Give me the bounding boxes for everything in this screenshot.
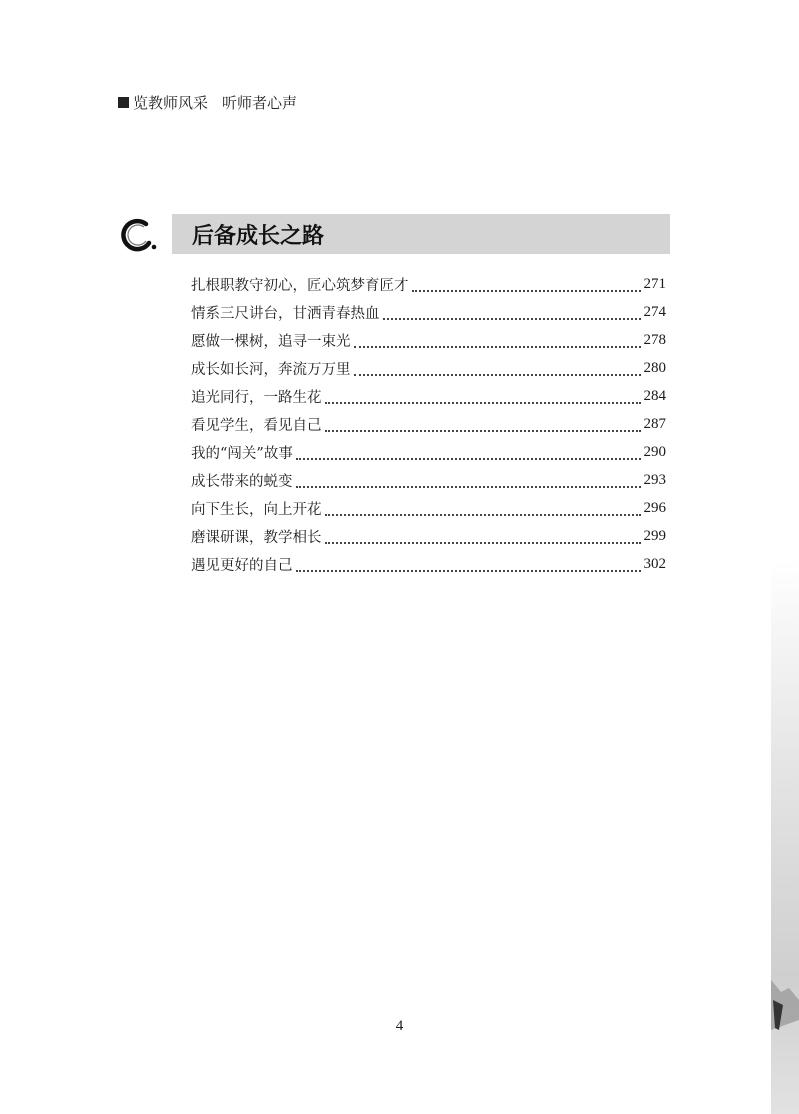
dot-leader — [296, 457, 641, 460]
dot-leader — [325, 401, 641, 404]
toc-entry[interactable] — [191, 382, 666, 410]
dot-leader — [296, 485, 641, 488]
toc-entry[interactable] — [191, 466, 666, 494]
toc-entry-page: 293 — [643, 471, 666, 488]
toc-entry[interactable] — [191, 326, 666, 354]
toc-entry-title: 遇见更好的自己 — [191, 557, 293, 574]
toc-entry-title: 追光同行，一路生花 — [191, 389, 322, 406]
toc-entry-page: 280 — [643, 359, 666, 376]
ink-landscape-edge-decoration — [771, 560, 799, 1114]
toc-entry[interactable] — [191, 354, 666, 382]
toc-entry-title: 成长带来的蜕变 — [191, 473, 293, 490]
toc-entry-page: 284 — [643, 387, 666, 404]
dot-leader — [325, 513, 641, 516]
toc-entry-title: 愿做一棵树，追寻一束光 — [191, 333, 351, 350]
toc-entry-page: 271 — [643, 275, 666, 292]
toc-entry-page: 299 — [643, 527, 666, 544]
toc-entry-page: 302 — [643, 555, 666, 572]
dot-leader — [354, 345, 641, 348]
toc-entry-page: 274 — [643, 303, 666, 320]
running-head-left: 览教师风采 — [133, 94, 209, 112]
toc-entry[interactable] — [191, 438, 666, 466]
running-head — [118, 92, 297, 113]
toc-entry-page: 278 — [643, 331, 666, 348]
toc-entry-title: 扎根职教守初心，匠心筑梦育匠才 — [191, 277, 409, 294]
table-of-contents — [191, 270, 666, 578]
page-number: 4 — [395, 1018, 404, 1034]
toc-entry-title: 情系三尺讲台，甘洒青春热血 — [191, 305, 380, 322]
toc-entry[interactable] — [191, 550, 666, 578]
dot-leader — [296, 569, 641, 572]
dot-leader — [354, 373, 641, 376]
section-title: 后备成长之路 — [192, 223, 325, 249]
dot-leader — [325, 429, 641, 432]
square-bullet-icon — [118, 97, 129, 108]
dot-leader — [412, 289, 641, 292]
section-header-bar — [172, 214, 670, 254]
toc-entry-page: 290 — [643, 443, 666, 460]
circle-ring-icon — [118, 218, 158, 254]
toc-entry-title: 看见学生，看见自己 — [191, 417, 322, 434]
toc-entry[interactable] — [191, 522, 666, 550]
toc-entry-title: 磨课研课，教学相长 — [191, 529, 322, 546]
toc-entry-title: 我的“闯关”故事 — [191, 445, 293, 462]
toc-entry-title: 向下生长，向上开花 — [191, 501, 322, 518]
toc-entry[interactable] — [191, 270, 666, 298]
toc-entry-page: 296 — [643, 499, 666, 516]
toc-entry[interactable] — [191, 298, 666, 326]
toc-entry-title: 成长如长河，奔流万万里 — [191, 361, 351, 378]
running-head-right: 听师者心声 — [222, 94, 298, 112]
toc-entry-page: 287 — [643, 415, 666, 432]
toc-entry[interactable] — [191, 494, 666, 522]
dot-leader — [325, 541, 641, 544]
toc-entry[interactable] — [191, 410, 666, 438]
dot-leader — [383, 317, 641, 320]
